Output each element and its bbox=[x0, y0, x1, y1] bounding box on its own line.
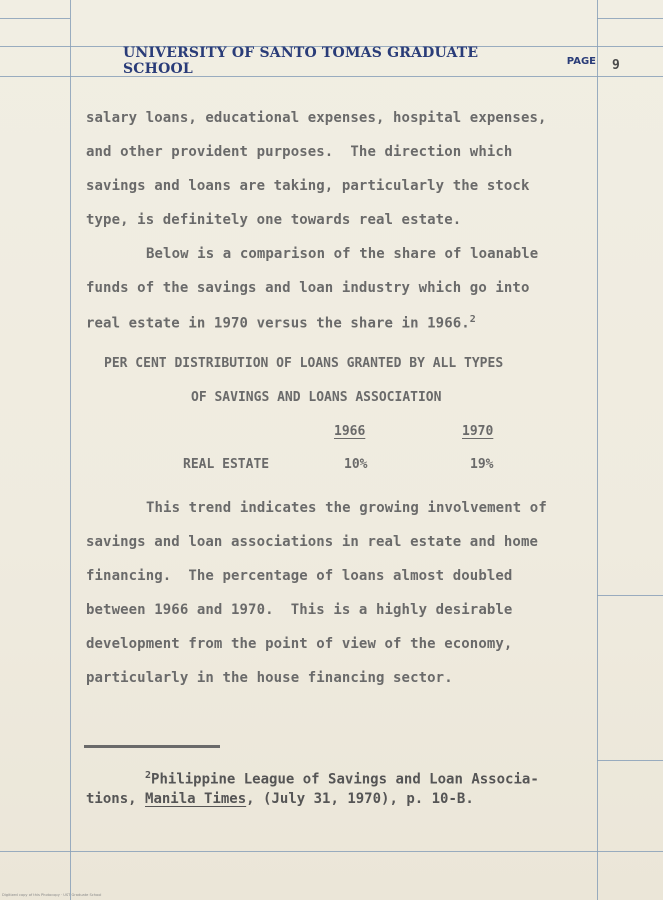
margin-rule bbox=[597, 595, 663, 596]
footnote-line bbox=[145, 770, 539, 788]
page-label: PAGE bbox=[566, 55, 596, 67]
school-name: UNIVERSITY OF SANTO TOMAS GRADUATE SCHOOL bbox=[123, 45, 479, 77]
body-line: between 1966 and 1970. This is a highly desirable bbox=[86, 602, 513, 618]
footnote-separator bbox=[84, 745, 220, 748]
corner-rule bbox=[597, 18, 663, 19]
table-cell: 19% bbox=[470, 457, 494, 472]
margin-rule bbox=[597, 760, 663, 761]
body-line: This trend indicates the growing involvement of bbox=[146, 500, 547, 516]
table-title: PER CENT DISTRIBUTION OF LOANS GRANTED BY ALL TYPES bbox=[104, 356, 504, 371]
page-number: 9 bbox=[612, 58, 620, 73]
footer-rule bbox=[0, 851, 663, 852]
footnote-source-title: Manila Times bbox=[145, 791, 247, 807]
table-cell: 10% bbox=[344, 457, 368, 472]
body-line: financing. The percentage of loans almost doubled bbox=[86, 568, 513, 584]
footnote-text: , (July 31, 1970), p. 10-B. bbox=[246, 791, 474, 807]
body-line: Below is a comparison of the share of loanable bbox=[146, 246, 539, 262]
footnote-text: tions, bbox=[86, 791, 146, 807]
page-header bbox=[72, 45, 596, 77]
body-line: savings and loan associations in real estate and home bbox=[86, 534, 539, 550]
body-line: type, is definitely one towards real estate. bbox=[86, 212, 462, 228]
margin-line-left bbox=[70, 0, 71, 900]
body-line: particularly in the house financing sector. bbox=[86, 670, 453, 686]
body-line: funds of the savings and loan industry which go into bbox=[86, 280, 530, 296]
body-line: and other provident purposes. The direction which bbox=[86, 144, 513, 160]
body-line: savings and loans are taking, particularly the stock bbox=[86, 178, 530, 194]
table-row-label: REAL ESTATE bbox=[183, 457, 270, 472]
body-line bbox=[86, 314, 476, 332]
body-line: development from the point of view of the economy, bbox=[86, 636, 513, 652]
digitization-stamp: Digitized copy of this Photocopy · UST Graduate School bbox=[2, 893, 102, 897]
footnote-text: Philippine League of Savings and Loan Associa- bbox=[151, 771, 539, 788]
table-column-header: 1970 bbox=[462, 424, 494, 439]
footnote-line bbox=[86, 791, 474, 807]
body-line: salary loans, educational expenses, hospital expenses, bbox=[86, 110, 547, 126]
footnote-reference: 2 bbox=[469, 314, 476, 325]
body-line-text: real estate in 1970 versus the share in 1966. bbox=[86, 315, 470, 332]
table-title: OF SAVINGS AND LOANS ASSOCIATION bbox=[191, 390, 442, 405]
footnote-marker: 2 bbox=[145, 770, 152, 781]
margin-line-right bbox=[597, 0, 598, 900]
table-column-header: 1966 bbox=[334, 424, 366, 439]
corner-rule bbox=[0, 18, 70, 19]
